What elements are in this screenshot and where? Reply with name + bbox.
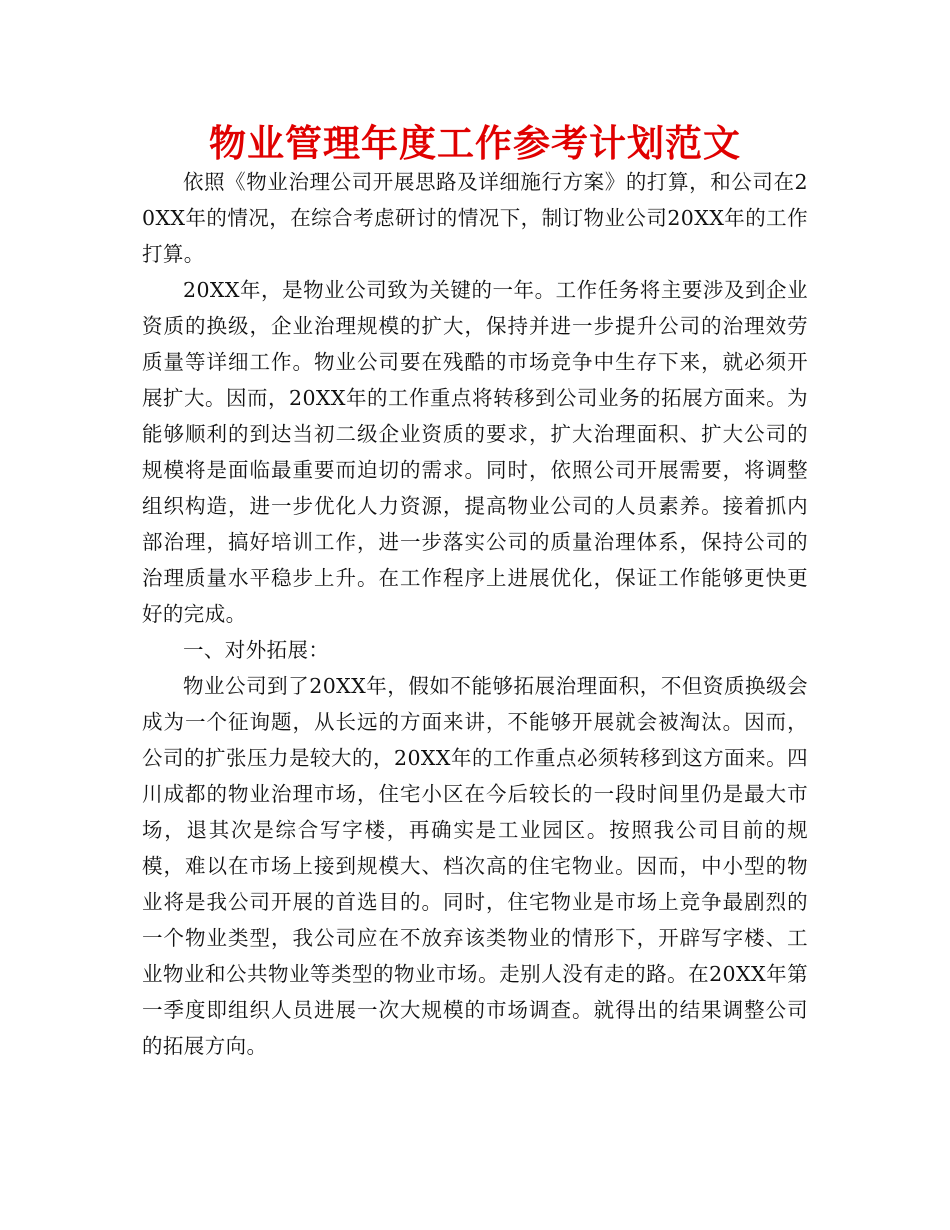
document-title: 物业管理年度工作参考计划范文	[209, 122, 741, 165]
paragraph-external-expansion: 物业公司到了20XX年，假如不能够拓展治理面积，不但资质换级会成为一个征询题，从长远的方面来讲，不能够开展就会被淘汰。因而，公司的扩张压力是较大的，20XX年的工作重点必须转移到这方面来。四川成都的物业治理市场，住宅小区在今后较长的一段时间里仍是最大市场，退其次是综合写字楼，再确实是工业园区。按照我公司目前的规模，难以在市场上接到规模大、档次高的住宅物业。因而，中小型的物业将是我公司开展的首选目的。同时，住宅物业是市场上竞争最剧烈的一个物业类型，我公司应在不放弃该类物业的情形下，开辟写字楼、工业物业和公共物业等类型的物业市场。走别人没有走的路。在20XX年第一季度即组织人员进展一次大规模的市场调查。就得出的结果调整公司的拓展方向。	[142, 674, 808, 1058]
paragraph-intro: 依照《物业治理公司开展思路及详细施行方案》的打算，和公司在20XX年的情况，在综合考虑研讨的情况下，制订物业公司20XX年的工作打算。	[142, 170, 808, 266]
document-body	[142, 164, 808, 1064]
paragraph-overview: 20XX年，是物业公司致为关键的一年。工作任务将主要涉及到企业资质的换级，企业治理规模的扩大，保持并进一步提升公司的治理效劳质量等详细工作。物业公司要在残酷的市场竞争中生存下来，就必须开展扩大。因而，20XX年的工作重点将转移到公司业务的拓展方面来。为能够顺利的到达当初二级企业资质的要求，扩大治理面积、扩大公司的规模将是面临最重要而迫切的需求。同时，依照公司开展需要，将调整组织构造，进一步优化人力资源，提高物业公司的人员素养。接着抓内部治理，搞好培训工作，进一步落实公司的质量治理体系，保持公司的治理质量水平稳步上升。在工作程序上进展优化，保证工作能够更快更好的完成。	[142, 278, 808, 626]
section-heading-external-expansion: 一、对外拓展：	[183, 638, 330, 662]
